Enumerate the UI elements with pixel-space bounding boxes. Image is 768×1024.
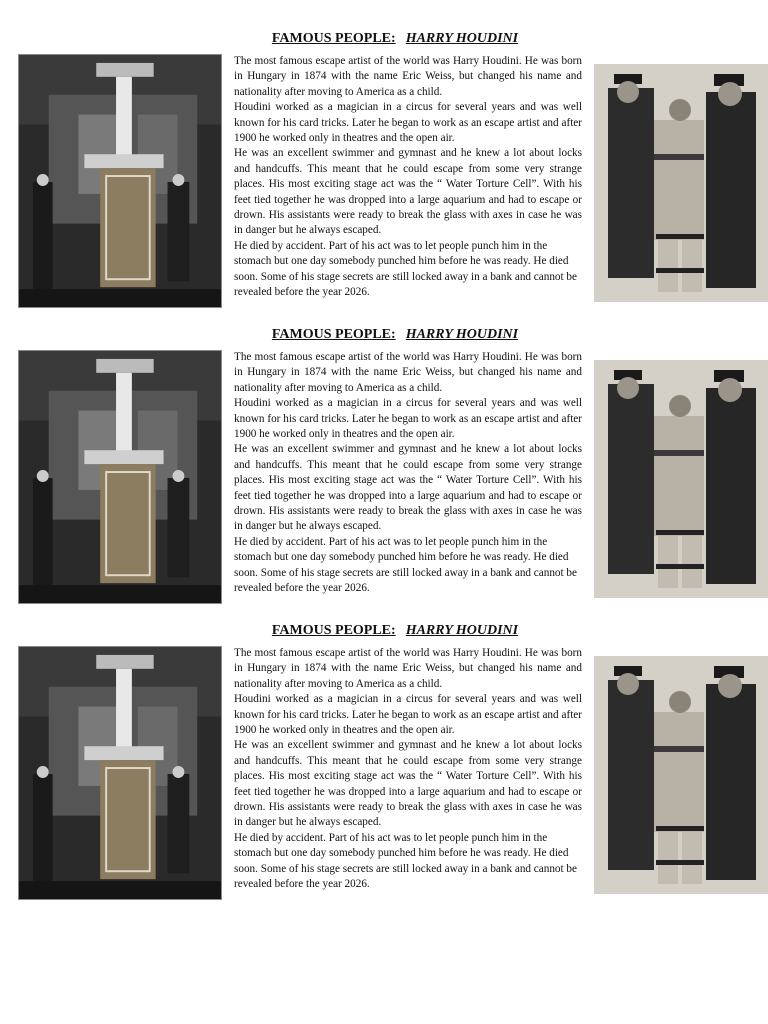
- title-prefix: FAMOUS PEOPLE:: [271, 31, 396, 46]
- paragraph-early-life: The most famous escape artist of the world was Harry Houdini. He was born in Hungary in 1874 with the name Eric Weiss, but changed his name and nationality after moving to America as a child.: [234, 647, 582, 690]
- paragraph-death: He died by accident. Part of his act was to let people punch him in the stomach but one day somebody punched him before he was ready. He died soon. Some of his stage secrets are still locked away in a bank and cannot be revealed before the year 2026.: [234, 535, 577, 595]
- water-torture-cell-photo: [18, 646, 222, 900]
- straitjacket-photo: [594, 656, 768, 894]
- straitjacket-illustration: [594, 360, 768, 598]
- water-torture-cell-photo: [18, 350, 222, 604]
- biography-text: [234, 350, 582, 597]
- biography-text: [234, 646, 582, 893]
- straitjacket-illustration: [594, 64, 768, 302]
- title-name: HARRY HOUDINI: [405, 327, 519, 342]
- title-prefix: FAMOUS PEOPLE:: [271, 327, 396, 342]
- paragraph-early-life: The most famous escape artist of the world was Harry Houdini. He was born in Hungary in 1874 with the name Eric Weiss, but changed his name and nationality after moving to America as a child.: [234, 351, 582, 394]
- straitjacket-illustration: [594, 656, 768, 894]
- worksheet-section-2: [0, 326, 768, 622]
- title-prefix: FAMOUS PEOPLE:: [271, 623, 396, 638]
- water-torture-cell-photo: [18, 54, 222, 308]
- paragraph-escape-act: He was an excellent swimmer and gymnast and he knew a lot about locks and handcuffs. This meant that he could escape from some very strange places. His most exciting stage act was the “ Water Torture Cell”. With his feet tied together he was dropped into a large aquarium and had to escape or drown. His assistants were ready to break the glass with axes in case he was in danger but he always escaped.: [234, 147, 582, 237]
- section-title: [0, 326, 768, 344]
- paragraph-death: He died by accident. Part of his act was to let people punch him in the stomach but one day somebody punched him before he was ready. He died soon. Some of his stage secrets are still locked away in a bank and cannot be revealed before the year 2026.: [234, 831, 577, 891]
- water-torture-cell-illustration: [19, 351, 221, 603]
- water-torture-cell-illustration: [19, 647, 221, 899]
- straitjacket-photo: [594, 360, 768, 598]
- title-name: HARRY HOUDINI: [405, 31, 519, 46]
- worksheet-section-3: [0, 622, 768, 918]
- paragraph-escape-act: He was an excellent swimmer and gymnast and he knew a lot about locks and handcuffs. This meant that he could escape from some very strange places. His most exciting stage act was the “ Water Torture Cell”. With his feet tied together he was dropped into a large aquarium and had to escape or drown. His assistants were ready to break the glass with axes in case he was in danger but he always escaped.: [234, 739, 582, 829]
- paragraph-career: Houdini worked as a magician in a circus for several years and was well known for his card tricks. Later he began to work as an escape artist and after 1900 he worked only in theatres and the open air.: [234, 101, 582, 145]
- water-torture-cell-illustration: [19, 55, 221, 307]
- straitjacket-photo: [594, 64, 768, 302]
- biography-text: [234, 54, 582, 301]
- paragraph-escape-act: He was an excellent swimmer and gymnast and he knew a lot about locks and handcuffs. This meant that he could escape from some very strange places. His most exciting stage act was the “ Water Torture Cell”. With his feet tied together he was dropped into a large aquarium and had to escape or drown. His assistants were ready to break the glass with axes in case he was in danger but he always escaped.: [234, 443, 582, 533]
- paragraph-career: Houdini worked as a magician in a circus for several years and was well known for his card tricks. Later he began to work as an escape artist and after 1900 he worked only in theatres and the open air.: [234, 397, 582, 441]
- paragraph-career: Houdini worked as a magician in a circus for several years and was well known for his card tricks. Later he began to work as an escape artist and after 1900 he worked only in theatres and the open air.: [234, 693, 582, 737]
- worksheet-section-1: [0, 30, 768, 326]
- section-title: [0, 30, 768, 48]
- paragraph-death: He died by accident. Part of his act was to let people punch him in the stomach but one day somebody punched him before he was ready. He died soon. Some of his stage secrets are still locked away in a bank and cannot be revealed before the year 2026.: [234, 239, 577, 299]
- title-name: HARRY HOUDINI: [405, 623, 519, 638]
- section-title: [0, 622, 768, 640]
- paragraph-early-life: The most famous escape artist of the world was Harry Houdini. He was born in Hungary in 1874 with the name Eric Weiss, but changed his name and nationality after moving to America as a child.: [234, 55, 582, 98]
